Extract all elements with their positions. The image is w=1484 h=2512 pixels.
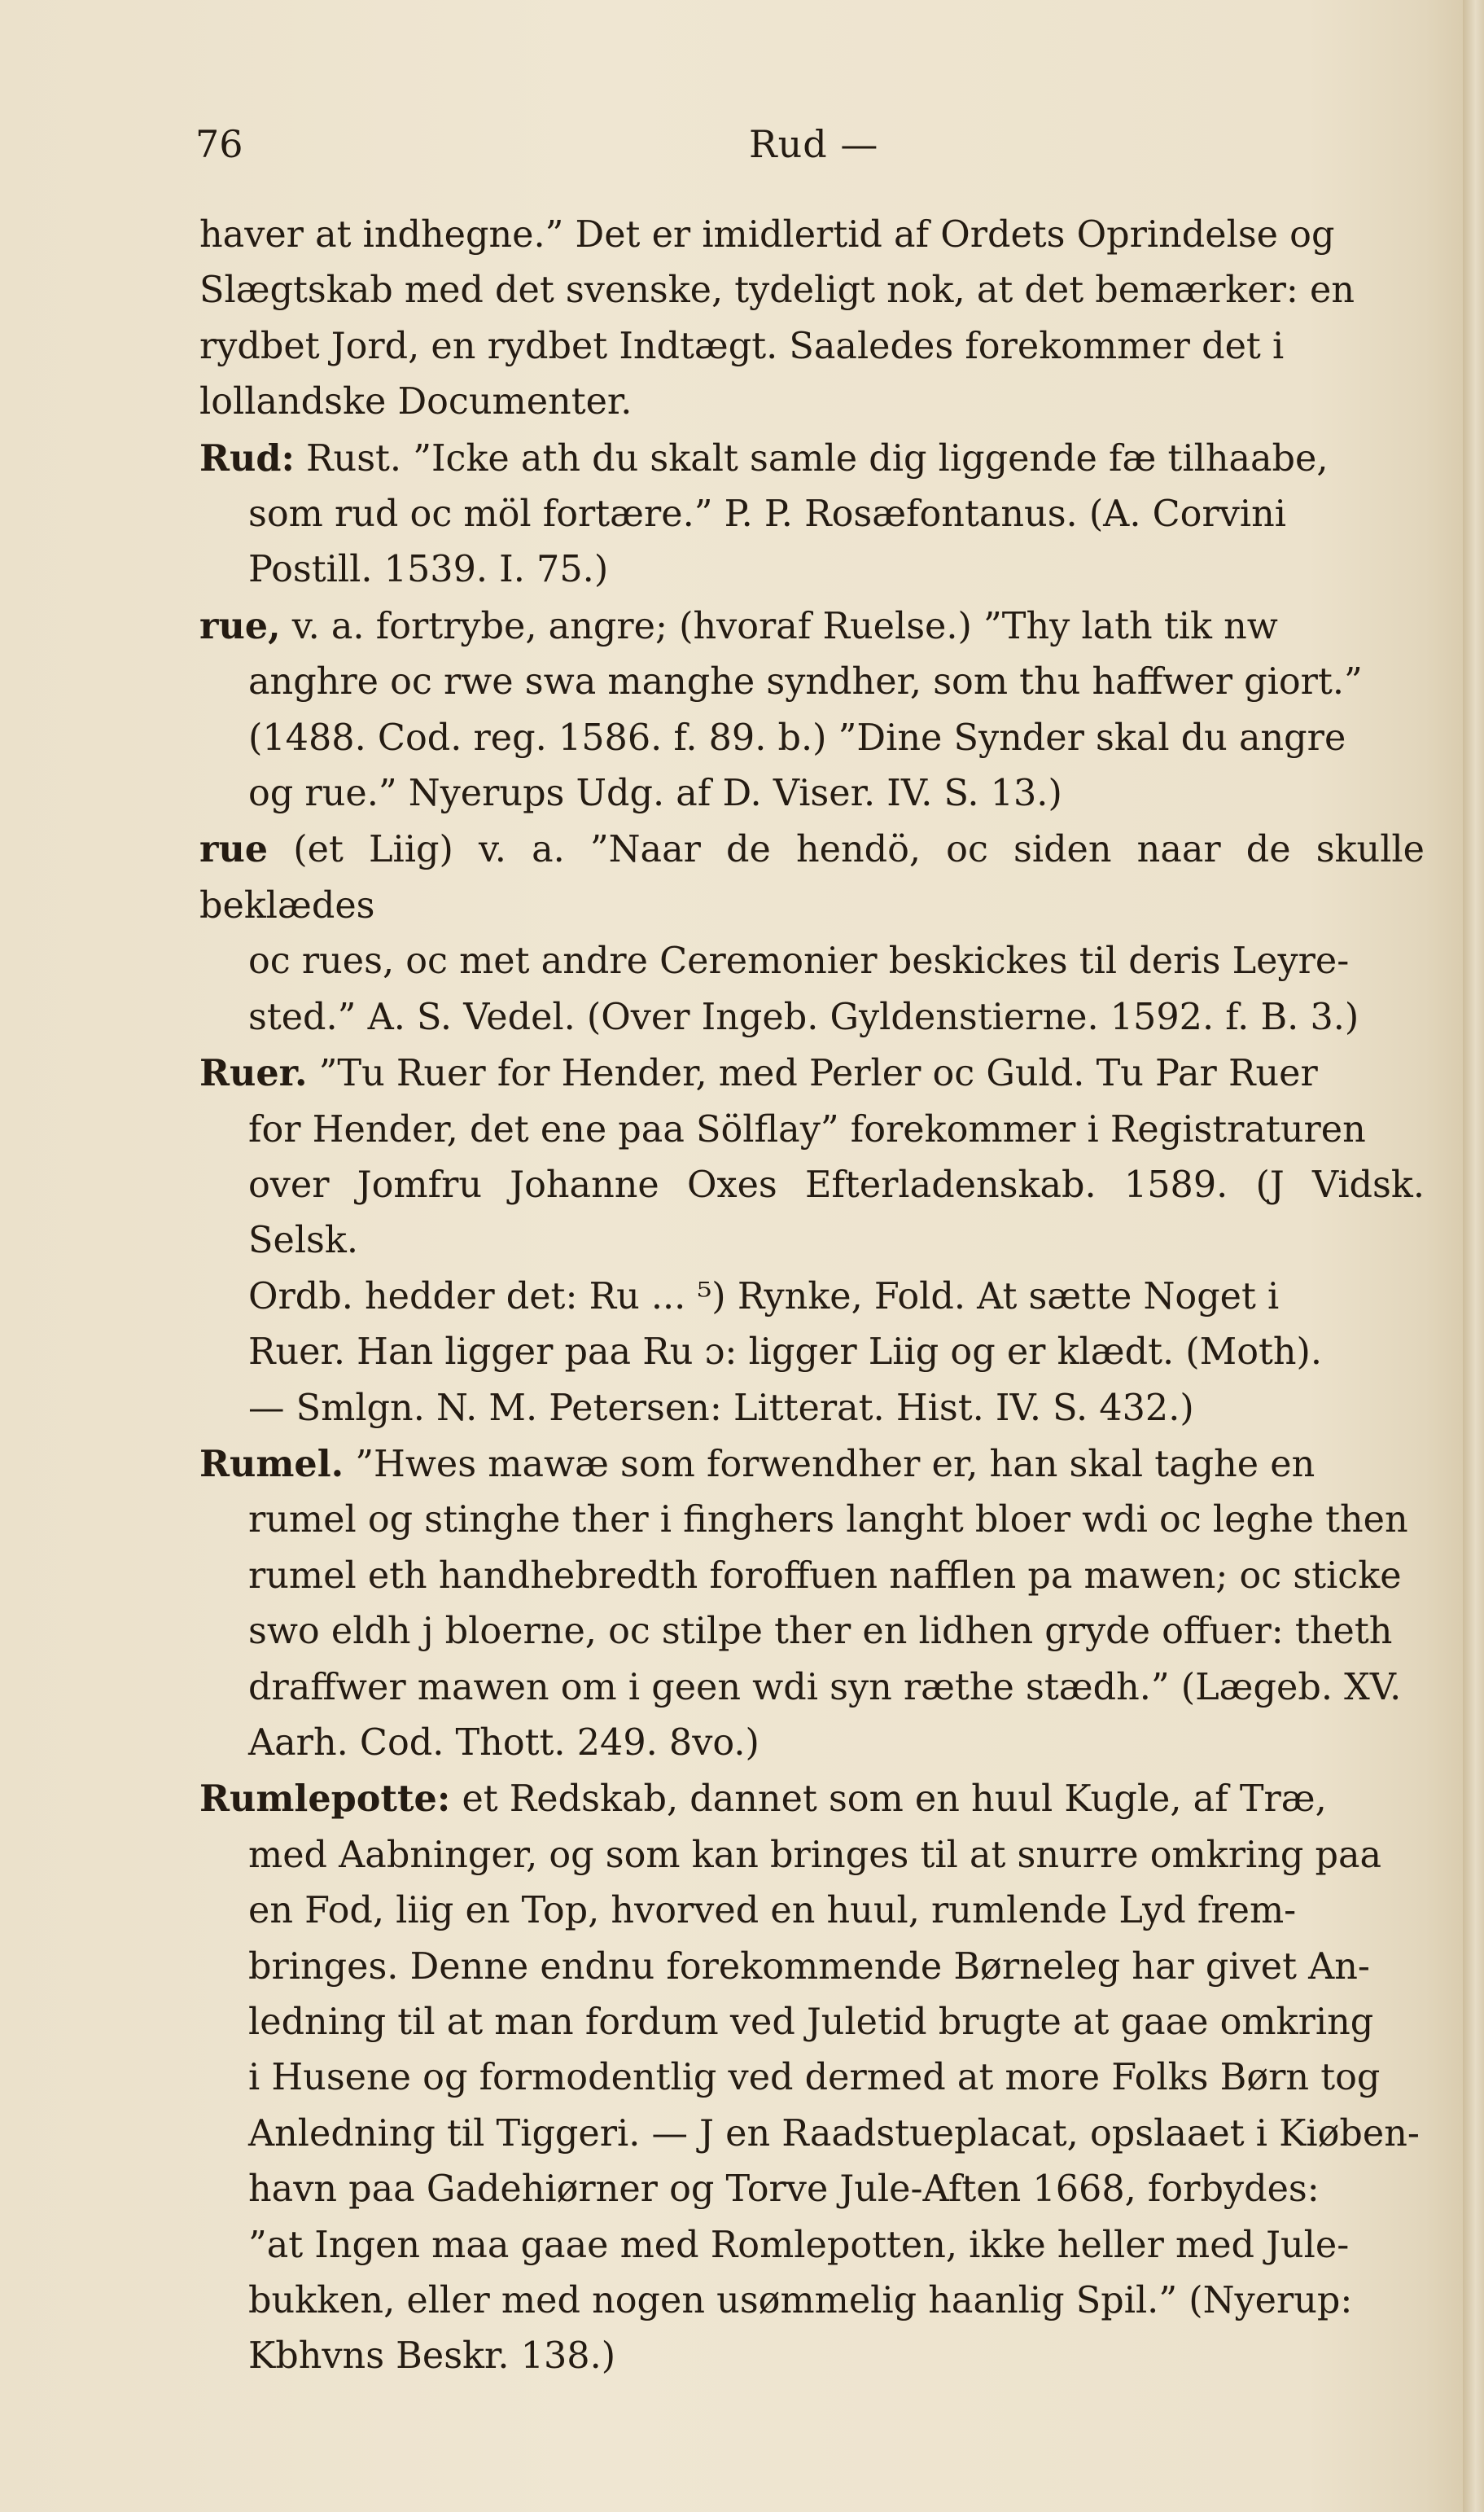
entry-rumel (199, 1436, 1425, 1771)
entry-line: en Fod, liig en Top, hvorved en huul, rumlende Lyd frem- (248, 1890, 1297, 1932)
entry-line: Slægtskab med det svenske, tydeligt nok, at det bemærker: en (199, 270, 1355, 312)
entry-line: over Jomfru Johanne Oxes Efterladenskab. 1589. (J Vidsk. Selsk. (248, 1164, 1425, 1262)
entry-line: ”Tu Ruer for Hender, med Perler oc Guld. Tu Par Ruer (307, 1053, 1318, 1095)
entry-line: ”Hwes mawæ som forwendher er, han skal taghe en (344, 1443, 1315, 1485)
entry-headword: Rud: (199, 436, 295, 480)
entry-line: sted.” A. S. Vedel. (Over Ingeb. Gyldenstierne. 1592. f. B. 3.) (248, 996, 1359, 1038)
entry-line: med Aabninger, og som kan bringes til at snurre omkring paa (248, 1834, 1382, 1876)
entry-line: bringes. Denne endnu forekommende Børneleg har givet An- (248, 1945, 1370, 1988)
entry-headword: Ruer. (199, 1052, 308, 1095)
entry-line: havn paa Gadehiørner og Torve Jule-Aften 1668, forbydes: (248, 2168, 1320, 2211)
entry-line: swo eldh j bloerne, oc stilpe ther en lidhen gryde offuer: theth (248, 1611, 1393, 1653)
entry-line: Anledning til Tiggeri. — J en Raadstueplacat, opslaaet i Kiøben- (248, 2112, 1420, 2155)
entry-line: (1488. Cod. reg. 1586. f. 89. b.) ”Dine Synder skal du angre (248, 717, 1346, 759)
entry-line: Ruer. Han ligger paa Ru ɔ: ligger Liig og er klædt. (Moth). (248, 1331, 1323, 1374)
entry-line: Kbhvns Beskr. 138.) (248, 2335, 616, 2378)
entry-line: rumel eth handhebredth foroffuen nafflen pa mawen; oc sticke (248, 1554, 1402, 1597)
entry-line: — Smlgn. N. M. Petersen: Litterat. Hist. IV. S. 432.) (248, 1387, 1194, 1429)
entry-line: for Hender, det ene paa Sölflay” forekommer i Registraturen (248, 1108, 1366, 1151)
entry-line: i Husene og formodentlig ved dermed at more Folks Børn tog (248, 2057, 1381, 2099)
entry-ruer (199, 1046, 1425, 1436)
page-header (195, 122, 1433, 179)
entry-rue-verb (199, 598, 1425, 822)
entry-line: ”at Ingen maa gaae med Romlepotten, ikke heller med Jule- (248, 2224, 1350, 2266)
entry-line: som rud oc möl fortære.” P. P. Rosæfontanus. (A. Corvini (248, 493, 1286, 536)
entry-line: v. a. fortrybe, angre; (hvoraf Ruelse.) ”Thy lath tik nw (280, 605, 1278, 647)
entry-line: Postill. 1539. I. 75.) (248, 549, 609, 591)
page-number: 76 (195, 122, 243, 166)
entry-line: oc rues, oc met andre Ceremonier beskickes til deris Leyre- (248, 940, 1350, 983)
entry-line: rydbet Jord, en rydbet Indtægt. Saaledes forekommer det i (199, 325, 1285, 367)
entry-line: Rust. ”Icke ath du skalt samle dig liggende fæ tilhaabe, (294, 437, 1329, 480)
entries-body (199, 208, 1425, 2385)
entry-line: haver at indhegne.” Det er imidlertid af Ordets Oprindelse og (199, 214, 1335, 256)
page-edge (1463, 0, 1484, 2512)
entry-rud (199, 431, 1425, 598)
entry-line: Ordb. hedder det: Ru ... ⁵) Rynke, Fold. At sætte Noget i (248, 1275, 1280, 1317)
entry-line: rumel og stinghe ther i finghers langht bloer wdi oc leghe then (248, 1499, 1408, 1541)
entry-line: et Redskab, dannet som en huul Kugle, af Træ, (450, 1778, 1327, 1821)
entry-line: (et Liig) v. a. ”Naar de hendö, oc siden naar de skulle beklædes (199, 829, 1425, 927)
entry-rue-liig (199, 822, 1425, 1046)
entry-line: bukken, eller med nogen usømmelig haanlig Spil.” (Nyerup: (248, 2280, 1353, 2322)
entry-headword: Rumel. (199, 1442, 344, 1485)
entry-line: ledning til at man fordum ved Juletid brugte at gaae omkring (248, 2001, 1374, 2043)
entry-line: draffwer mawen om i geen wdi syn ræthe stædh.” (Lægeb. XV. (248, 1666, 1402, 1708)
entry-headword: rue (199, 828, 269, 871)
entry-line: og rue.” Nyerups Udg. af D. Viser. IV. S. 13.) (248, 773, 1062, 815)
entry-headword: rue, (199, 604, 281, 647)
entry-line: anghre oc rwe swa manghe syndher, som thu haffwer giort.” (248, 661, 1363, 704)
entry-line: lollandske Documenter. (199, 381, 633, 423)
entry-line: Aarh. Cod. Thott. 249. 8vo.) (248, 1721, 760, 1764)
running-head: Rud — (749, 122, 879, 166)
entry-continuation (199, 208, 1425, 431)
entry-headword: Rumlepotte: (199, 1778, 451, 1821)
entry-rumlepotte (199, 1771, 1425, 2384)
